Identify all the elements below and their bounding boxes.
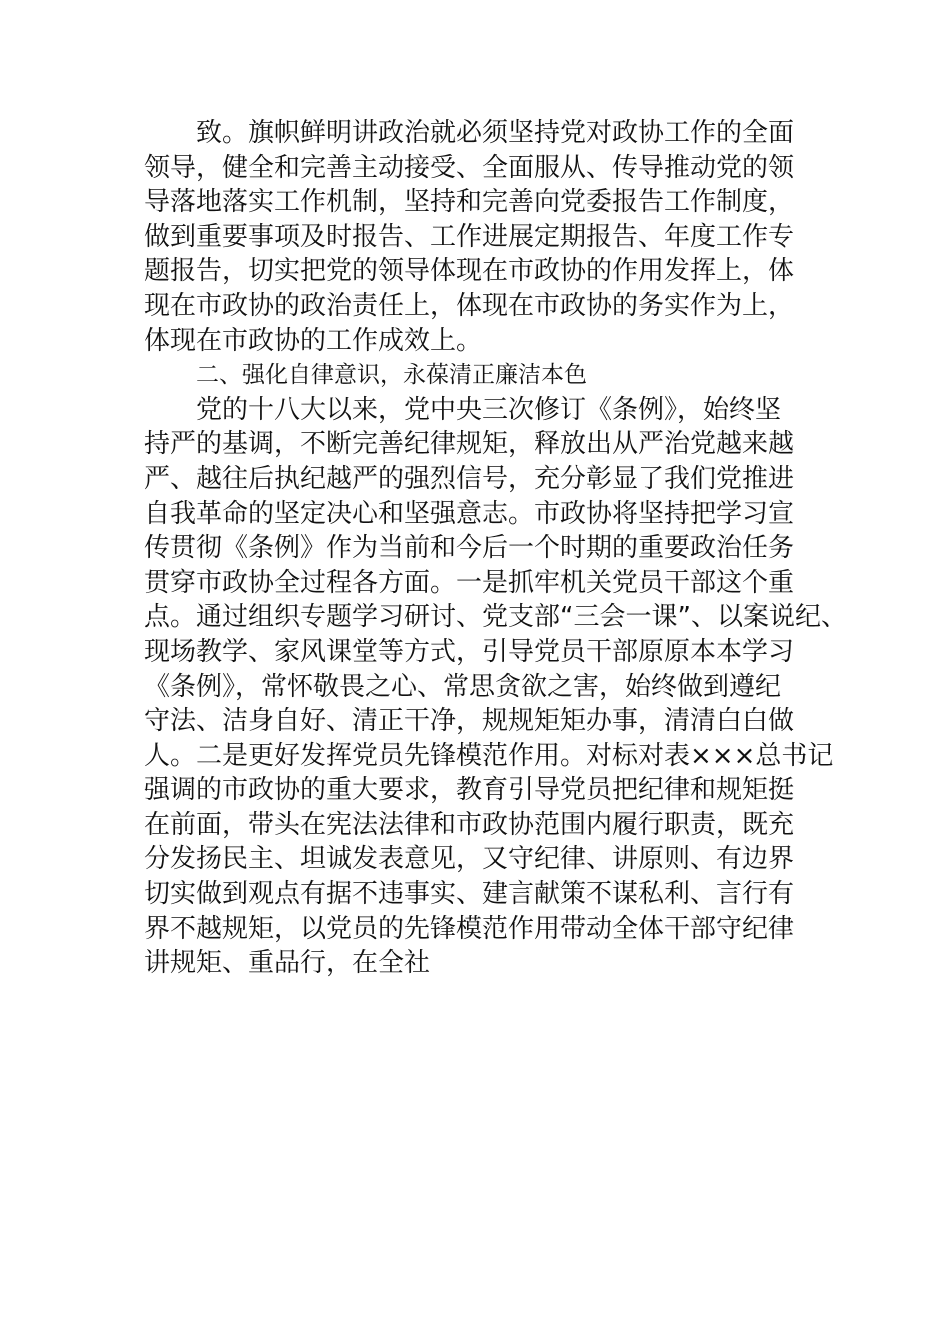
text-line: 体现在市政协的工作成效上。 [144,325,483,356]
section-heading: 二、强化自律意识，永葆清正廉洁本色 [196,362,587,389]
text-line: 自我革命的坚定决心和坚强意志。市政协将坚持把学习宣 [144,498,795,529]
text-line: 严、越往后执纪越严的强烈信号，充分彰显了我们党推进 [144,463,795,494]
text-line: 领导，健全和完善主动接受、全面服从、传导推动党的领 [144,152,795,183]
paragraph-discipline [144,393,847,981]
text-line: 传贯彻《条例》作为当前和今后一个时期的重要政治任务 [144,533,795,564]
text-line: 强调的市政协的重大要求，教育引导党员把纪律和规矩挺 [144,775,795,806]
text-line: 做到重要事项及时报告、工作进展定期报告、年度工作专 [144,221,795,252]
text-line: 切实做到观点有据不违事实、建言献策不谋私利、言行有 [144,879,795,910]
text-line: 党的十八大以来，党中央三次修订《条例》，始终坚 [196,394,782,425]
text-line: 人。二是更好发挥党员先锋模范作用。对标对表×××总书记 [144,740,834,771]
text-line: 《条例》，常怀敬畏之心、常思贪欲之害，始终做到遵纪 [144,671,782,702]
text-line: 持严的基调，不断完善纪律规矩，释放出从严治党越来越 [144,429,795,460]
text-line: 在前面，带头在宪法法律和市政协范围内履行职责，既充 [144,809,795,840]
text-line: 题报告，切实把党的领导体现在市政协的作用发挥上，体 [144,256,795,287]
text-line: 点。通过组织专题学习研讨、党支部“三会一课”、以案说纪、 [144,602,847,633]
text-line: 分发扬民主、坦诚发表意见，又守纪律、讲原则、有边界 [144,844,795,875]
text-line: 现场教学、家风课堂等方式，引导党员干部原原本本学习 [144,636,795,667]
text-line: 导落地落实工作机制，坚持和完善向党委报告工作制度， [144,187,795,218]
text-line: 守法、洁身自好、清正干净，规规矩矩办事，清清白白做 [144,706,795,737]
text-line: 现在市政协的政治责任上，体现在市政协的务实作为上， [144,290,795,321]
text-line: 贯穿市政协全过程各方面。一是抓牢机关党员干部这个重 [144,567,795,598]
text-line: 界不越规矩，以党员的先锋模范作用带动全体干部守纪律 [144,913,795,944]
text-line: 致。旗帜鲜明讲政治就必须坚持党对政协工作的全面 [196,118,795,148]
paragraph-continuation [144,116,814,358]
document-body [144,116,847,981]
text-line: 讲规矩、重品行，在全社 [144,948,431,979]
